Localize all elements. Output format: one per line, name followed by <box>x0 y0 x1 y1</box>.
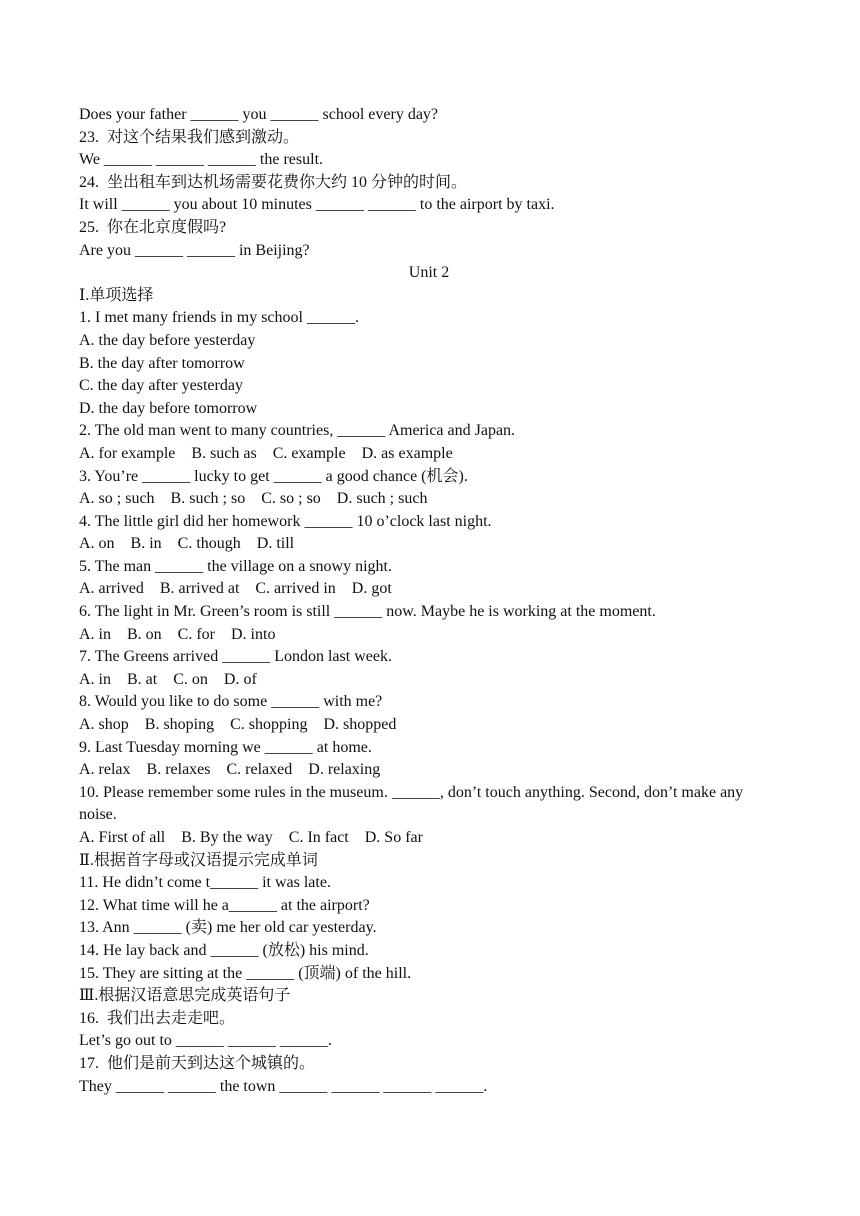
question-1-option-a: A. the day before yesterday <box>79 331 256 349</box>
question-11: 11. He didn’t come t______ it was late. <box>79 874 331 892</box>
unit-heading: Unit 2 <box>408 264 450 282</box>
question-1-option-d: D. the day before tomorrow <box>79 399 258 417</box>
question-8: 8. Would you like to do some ______ with me? <box>79 693 383 711</box>
question-22-english: Does your father ______ you ______ school every day? <box>79 106 439 123</box>
question-3: 3. You’re ______ lucky to get ______ a good chance (机会). <box>79 467 468 485</box>
question-7: 7. The Greens arrived ______ London last week. <box>79 648 392 666</box>
question-1: 1. I met many friends in my school ______. <box>79 309 359 327</box>
question-10-options: A. First of all B. By the way C. In fact D. So far <box>79 829 423 846</box>
question-1-option-c: C. the day after yesterday <box>79 377 243 395</box>
question-6: 6. The light in Mr. Green’s room is still ______ now. Maybe he is working at the moment. <box>79 603 656 621</box>
question-7-options: A. in B. at C. on D. of <box>79 670 257 688</box>
question-23-english: We ______ ______ ______ the result. <box>79 151 324 169</box>
question-17-chinese: 17. 他们是前天到达这个城镇的。 <box>79 1054 316 1072</box>
question-16-english: Let’s go out to ______ ______ ______. <box>79 1032 332 1050</box>
question-5-options: A. arrived B. arrived at C. arrived in D. got <box>79 580 392 598</box>
worksheet-content <box>79 104 779 1098</box>
question-24-chinese: 24. 坐出租车到达机场需要花费你大约 10 分钟的时间。 <box>79 173 468 191</box>
question-23-chinese: 23. 对这个结果我们感到激动。 <box>79 128 300 146</box>
question-2: 2. The old man went to many countries, ______ America and Japan. <box>79 422 516 440</box>
question-15: 15. They are sitting at the ______ (顶端) of the hill. <box>79 964 412 982</box>
question-10: 10. Please remember some rules in the museum. ______, don’t touch anything. Second, don’t make any noise. <box>79 783 744 824</box>
question-4: 4. The little girl did her homework ______ 10 o’clock last night. <box>79 512 492 530</box>
question-14: 14. He lay back and ______ (放松) his mind. <box>79 941 369 959</box>
question-5: 5. The man ______ the village on a snowy night. <box>79 557 392 575</box>
question-25-chinese: 25. 你在北京度假吗? <box>79 218 227 236</box>
question-4-options: A. on B. in C. though D. till <box>79 535 295 553</box>
question-13: 13. Ann ______ (卖) me her old car yesterday. <box>79 919 377 937</box>
question-25-english: Are you ______ ______ in Beijing? <box>79 241 310 259</box>
question-16-chinese: 16. 我们出去走走吧。 <box>79 1009 236 1027</box>
section-3-heading: Ⅲ.根据汉语意思完成英语句子 <box>79 987 291 1005</box>
question-9: 9. Last Tuesday morning we ______ at home. <box>79 738 372 756</box>
question-9-options: A. relax B. relaxes C. relaxed D. relaxing <box>79 761 381 779</box>
question-2-options: A. for example B. such as C. example D. as example <box>79 444 453 462</box>
question-17-english: They ______ ______ the town ______ ______ ______ ______. <box>79 1077 488 1095</box>
section-1-heading: Ⅰ.单项选择 <box>79 286 154 304</box>
section-2-heading: Ⅱ.根据首字母或汉语提示完成单词 <box>79 851 318 869</box>
question-24-english: It will ______ you about 10 minutes ______ ______ to the airport by taxi. <box>79 196 555 214</box>
question-12: 12. What time will he a______ at the airport? <box>79 896 370 914</box>
question-3-options: A. so ; such B. such ; so C. so ; so D. such ; such <box>79 490 428 508</box>
question-6-options: A. in B. on C. for D. into <box>79 625 276 643</box>
question-8-options: A. shop B. shoping C. shopping D. shopped <box>79 716 397 734</box>
question-1-option-b: B. the day after tomorrow <box>79 354 245 372</box>
